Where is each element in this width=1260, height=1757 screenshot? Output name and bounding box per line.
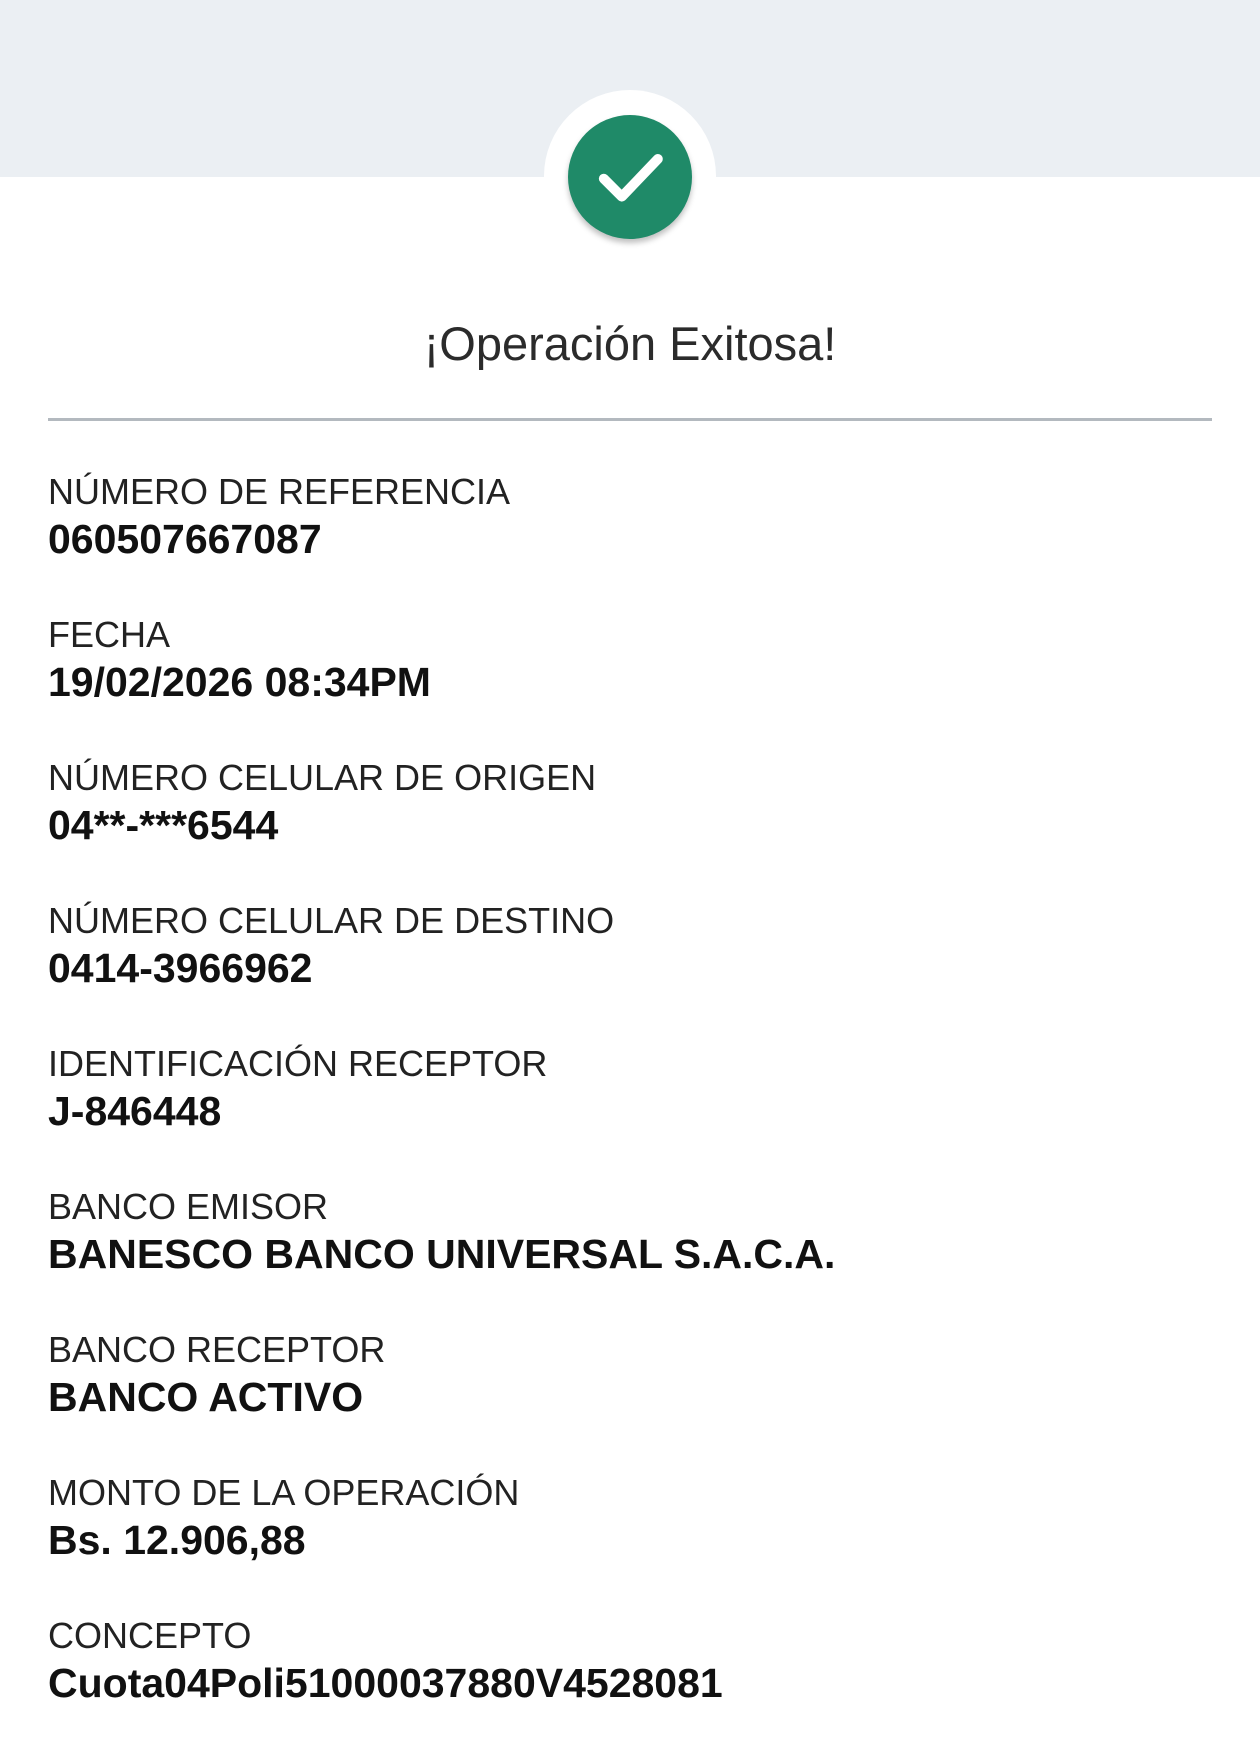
- operation-details: [48, 470, 1212, 1757]
- field-issuing-bank: [48, 1185, 1212, 1328]
- field-label: FECHA: [48, 614, 171, 655]
- success-badge: [568, 115, 692, 239]
- check-icon: [589, 136, 671, 218]
- field-value: 04**-***6544: [48, 802, 279, 848]
- field-origin-phone: [48, 756, 1212, 899]
- divider: [48, 418, 1212, 421]
- field-reference-number: [48, 470, 1212, 613]
- field-amount: [48, 1471, 1212, 1614]
- field-label: NÚMERO CELULAR DE DESTINO: [48, 900, 615, 941]
- field-value: J-846448: [48, 1088, 222, 1134]
- field-destination-phone: [48, 899, 1212, 1042]
- field-value: BANESCO BANCO UNIVERSAL S.A.C.A.: [48, 1231, 836, 1277]
- field-label: BANCO EMISOR: [48, 1186, 329, 1227]
- field-label: NÚMERO CELULAR DE ORIGEN: [48, 757, 597, 798]
- field-concept: [48, 1614, 1212, 1757]
- field-label: BANCO RECEPTOR: [48, 1329, 386, 1370]
- field-label: CONCEPTO: [48, 1615, 252, 1656]
- field-label: NÚMERO DE REFERENCIA: [48, 471, 511, 512]
- field-value: Bs. 12.906,88: [48, 1517, 306, 1563]
- field-receiver-id: [48, 1042, 1212, 1185]
- field-value: BANCO ACTIVO: [48, 1374, 364, 1420]
- field-value: 0414-3966962: [48, 945, 313, 991]
- field-value: Cuota04Poli51000037880V4528081: [48, 1660, 723, 1706]
- field-value: 19/02/2026 08:34PM: [48, 659, 431, 705]
- field-value: 060507667087: [48, 516, 322, 562]
- field-receiving-bank: [48, 1328, 1212, 1471]
- field-label: IDENTIFICACIÓN RECEPTOR: [48, 1043, 548, 1084]
- field-date: [48, 613, 1212, 756]
- page-title: ¡Operación Exitosa!: [423, 317, 837, 370]
- field-label: MONTO DE LA OPERACIÓN: [48, 1472, 520, 1513]
